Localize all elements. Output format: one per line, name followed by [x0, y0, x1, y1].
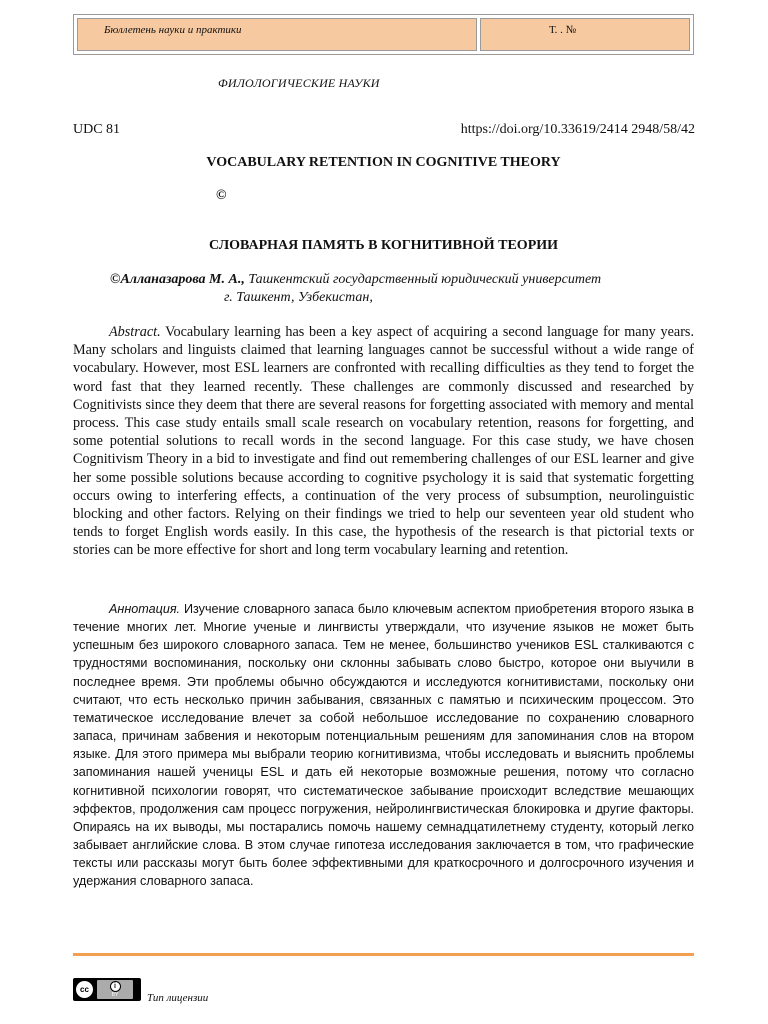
author-name: ©Алланазарова М. А., — [110, 272, 245, 287]
doi-link[interactable]: https://doi.org/10.33619/2414 2948/58/42 — [460, 122, 695, 137]
annotation-text: Изучение словарного запаса было ключевым аспектом приобретения второго языка в течение многих лет. Многие ученые и лингвисты утверждали, что изучение языков не может быть успешным без широкого словарного запаса. Тем не менее, большинство учеников ESL сталкиваются с трудностями воспоминания, поскольку они склонны забывать слово быстро, которое они выучили в последнее время. Эти проблемы обычно обсуждаются и исследуются когнитивистами, поскольку они считают, что есть несколько причин забывания, связанных с памятью и психическим процессом. Это тематическое исследование влечет за собой небольшое исследование по сохранению словарного запаса, причинам забвения и некоторым потенциальным решениям для запоминания слов на втором языке. Для этого примера мы выбрали теорию когнитивизма, чтобы исследовать и выяснить проблемы запоминания нашей ученицы ESL и дать ей некоторые возможные решения, потому что согласно когнитивной психологии говорят, что систематическое забывание происходит вследствие мешающих эффектов, продолжения сам процесс погружения, нейролингвистическая блокировка и другие факторы. Опираясь на их выводы, мы постарались помочь нашему семнадцатилетнему студенту, который легко забывает английские слова. В этом случае гипотеза исследования заключается в том, что графические тексты или рассказы могут быть более эффективными для краткосрочного и долгосрочного изучения и удержания словарного запаса. — [73, 602, 694, 889]
title-english: VOCABULARY RETENTION IN COGNITIVE THEORY — [206, 155, 561, 170]
abstract-label: Abstract. — [109, 324, 161, 340]
author-affiliation: Ташкентский государственный юридический университет — [244, 272, 602, 287]
license-type: Тип лицензии — [147, 992, 209, 1004]
title-russian: СЛОВАРНАЯ ПАМЯТЬ В КОГНИТИВНОЙ ТЕОРИИ — [208, 238, 559, 253]
annotation-paragraph — [73, 600, 694, 891]
cc-by-block — [97, 980, 133, 999]
cc-license-badge[interactable] — [73, 978, 141, 1001]
journal-title: Бюллетень науки и практики — [77, 18, 477, 51]
copyright-mark: © — [216, 188, 227, 203]
annotation-label: Аннотация. — [109, 602, 181, 616]
udc-code: UDC 81 — [73, 122, 121, 137]
attribution-person-icon: i — [110, 981, 121, 992]
abstract-paragraph — [73, 323, 694, 560]
cc-icon: cc — [76, 981, 93, 998]
abstract-text: Vocabulary learning has been a key aspect of acquiring a second language for many years. Many scholars and linguists claimed that learning languages cannot be successful without a wide range of vocabulary. However, most ESL learners are confronted with recalling difficulties as they tend to forget the word fast that they learned recently. These challenges are commonly discussed and researched by Cognitivists since they deem that there are several reasons for forgetting associated with memory and mental process. This case study entails small scale research on vocabulary retention, reasons for forgetting, and some potential solutions to recall words in the second language. For this case study, we have chosen Cognitivism Theory in a bid to investigate and find out remembering challenges of our ESL learner and give her some possible solutions because according to cognitive psychology it is said that systematic forgetting occurs owing to interfering effects, a continuation of the very process of subsumption, neurolinguistic blocking and other factors. Relying on their findings we tried to help our seventeen year old student who tends to forget English words easily. In this case, the hypothesis of the research is that pictorial texts or stories can be more effective for short and long term vocabulary learning and retention. — [73, 324, 694, 559]
issue-info: Т. . № — [480, 18, 690, 51]
author-city: г. Ташкент, Узбекистан, — [224, 290, 373, 305]
journal-header — [73, 14, 694, 55]
cc-by-label: BY — [111, 992, 119, 998]
section-heading: ФИЛОЛОГИЧЕСКИЕ НАУКИ — [218, 76, 380, 90]
author-line — [110, 272, 601, 288]
footer-divider — [73, 953, 694, 956]
